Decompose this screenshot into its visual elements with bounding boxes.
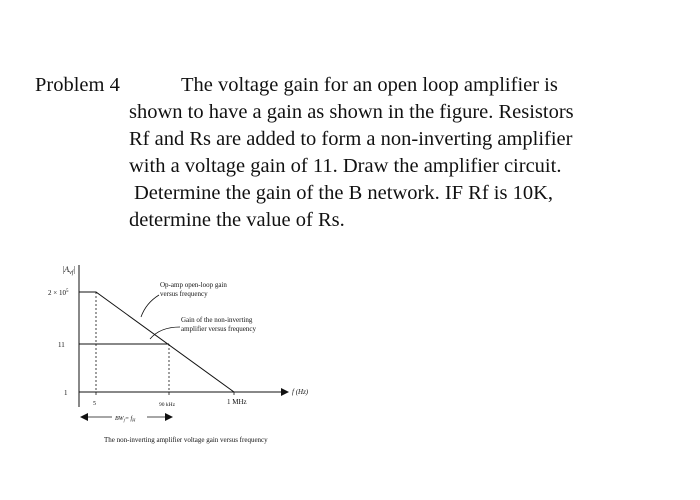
x-tick-label-1mhz: 1 MHz xyxy=(227,398,247,406)
problem-label: Problem 4 xyxy=(35,74,120,96)
figure-caption: The non-inverting amplifier voltage gain versus frequency xyxy=(104,436,268,444)
y-tick-bottom: 1 xyxy=(64,389,68,397)
problem-line-5: Determine the gain of the B network. IF Rf is 10K, xyxy=(134,182,554,204)
problem-text xyxy=(129,72,659,234)
problem-line-3: Rf and Rs are added to form a non-inverting amplifier xyxy=(129,128,573,150)
problem-line-1: The voltage gain for an open loop amplifier is xyxy=(181,74,558,96)
problem-line-4: with a voltage gain of 11. Draw the amplifier circuit. xyxy=(129,155,562,177)
open-loop-gain-line xyxy=(79,292,234,392)
y-axis-label: $|A_{vf}|$ xyxy=(62,265,76,276)
annotation-open-loop-line1: Op-amp open-loop gain xyxy=(160,281,227,289)
annotation-open-loop-leader xyxy=(141,295,159,317)
bandwidth-label: $BW_f= f_H$ xyxy=(115,416,136,423)
x-tick-label-5: 5 xyxy=(93,401,96,407)
gain-frequency-figure xyxy=(0,255,340,455)
problem-line-6: determine the value of Rs. xyxy=(129,209,345,231)
y-tick-top: $2 \times 10^5$ xyxy=(48,289,69,297)
x-tick-label-90khz: 90 kHz xyxy=(159,402,176,408)
problem-line-2: shown to have a gain as shown in the figure. Resistors xyxy=(129,101,574,123)
x-axis-label: f (Hz) xyxy=(292,388,309,396)
annotation-open-loop-line2: versus frequency xyxy=(160,290,208,298)
y-tick-mid: 11 xyxy=(58,341,65,349)
annotation-non-inverting-leader xyxy=(150,327,180,339)
annotation-non-inverting-line2: amplifier versus frequency xyxy=(181,325,257,333)
annotation-non-inverting-line1: Gain of the non-inverting xyxy=(181,316,253,324)
